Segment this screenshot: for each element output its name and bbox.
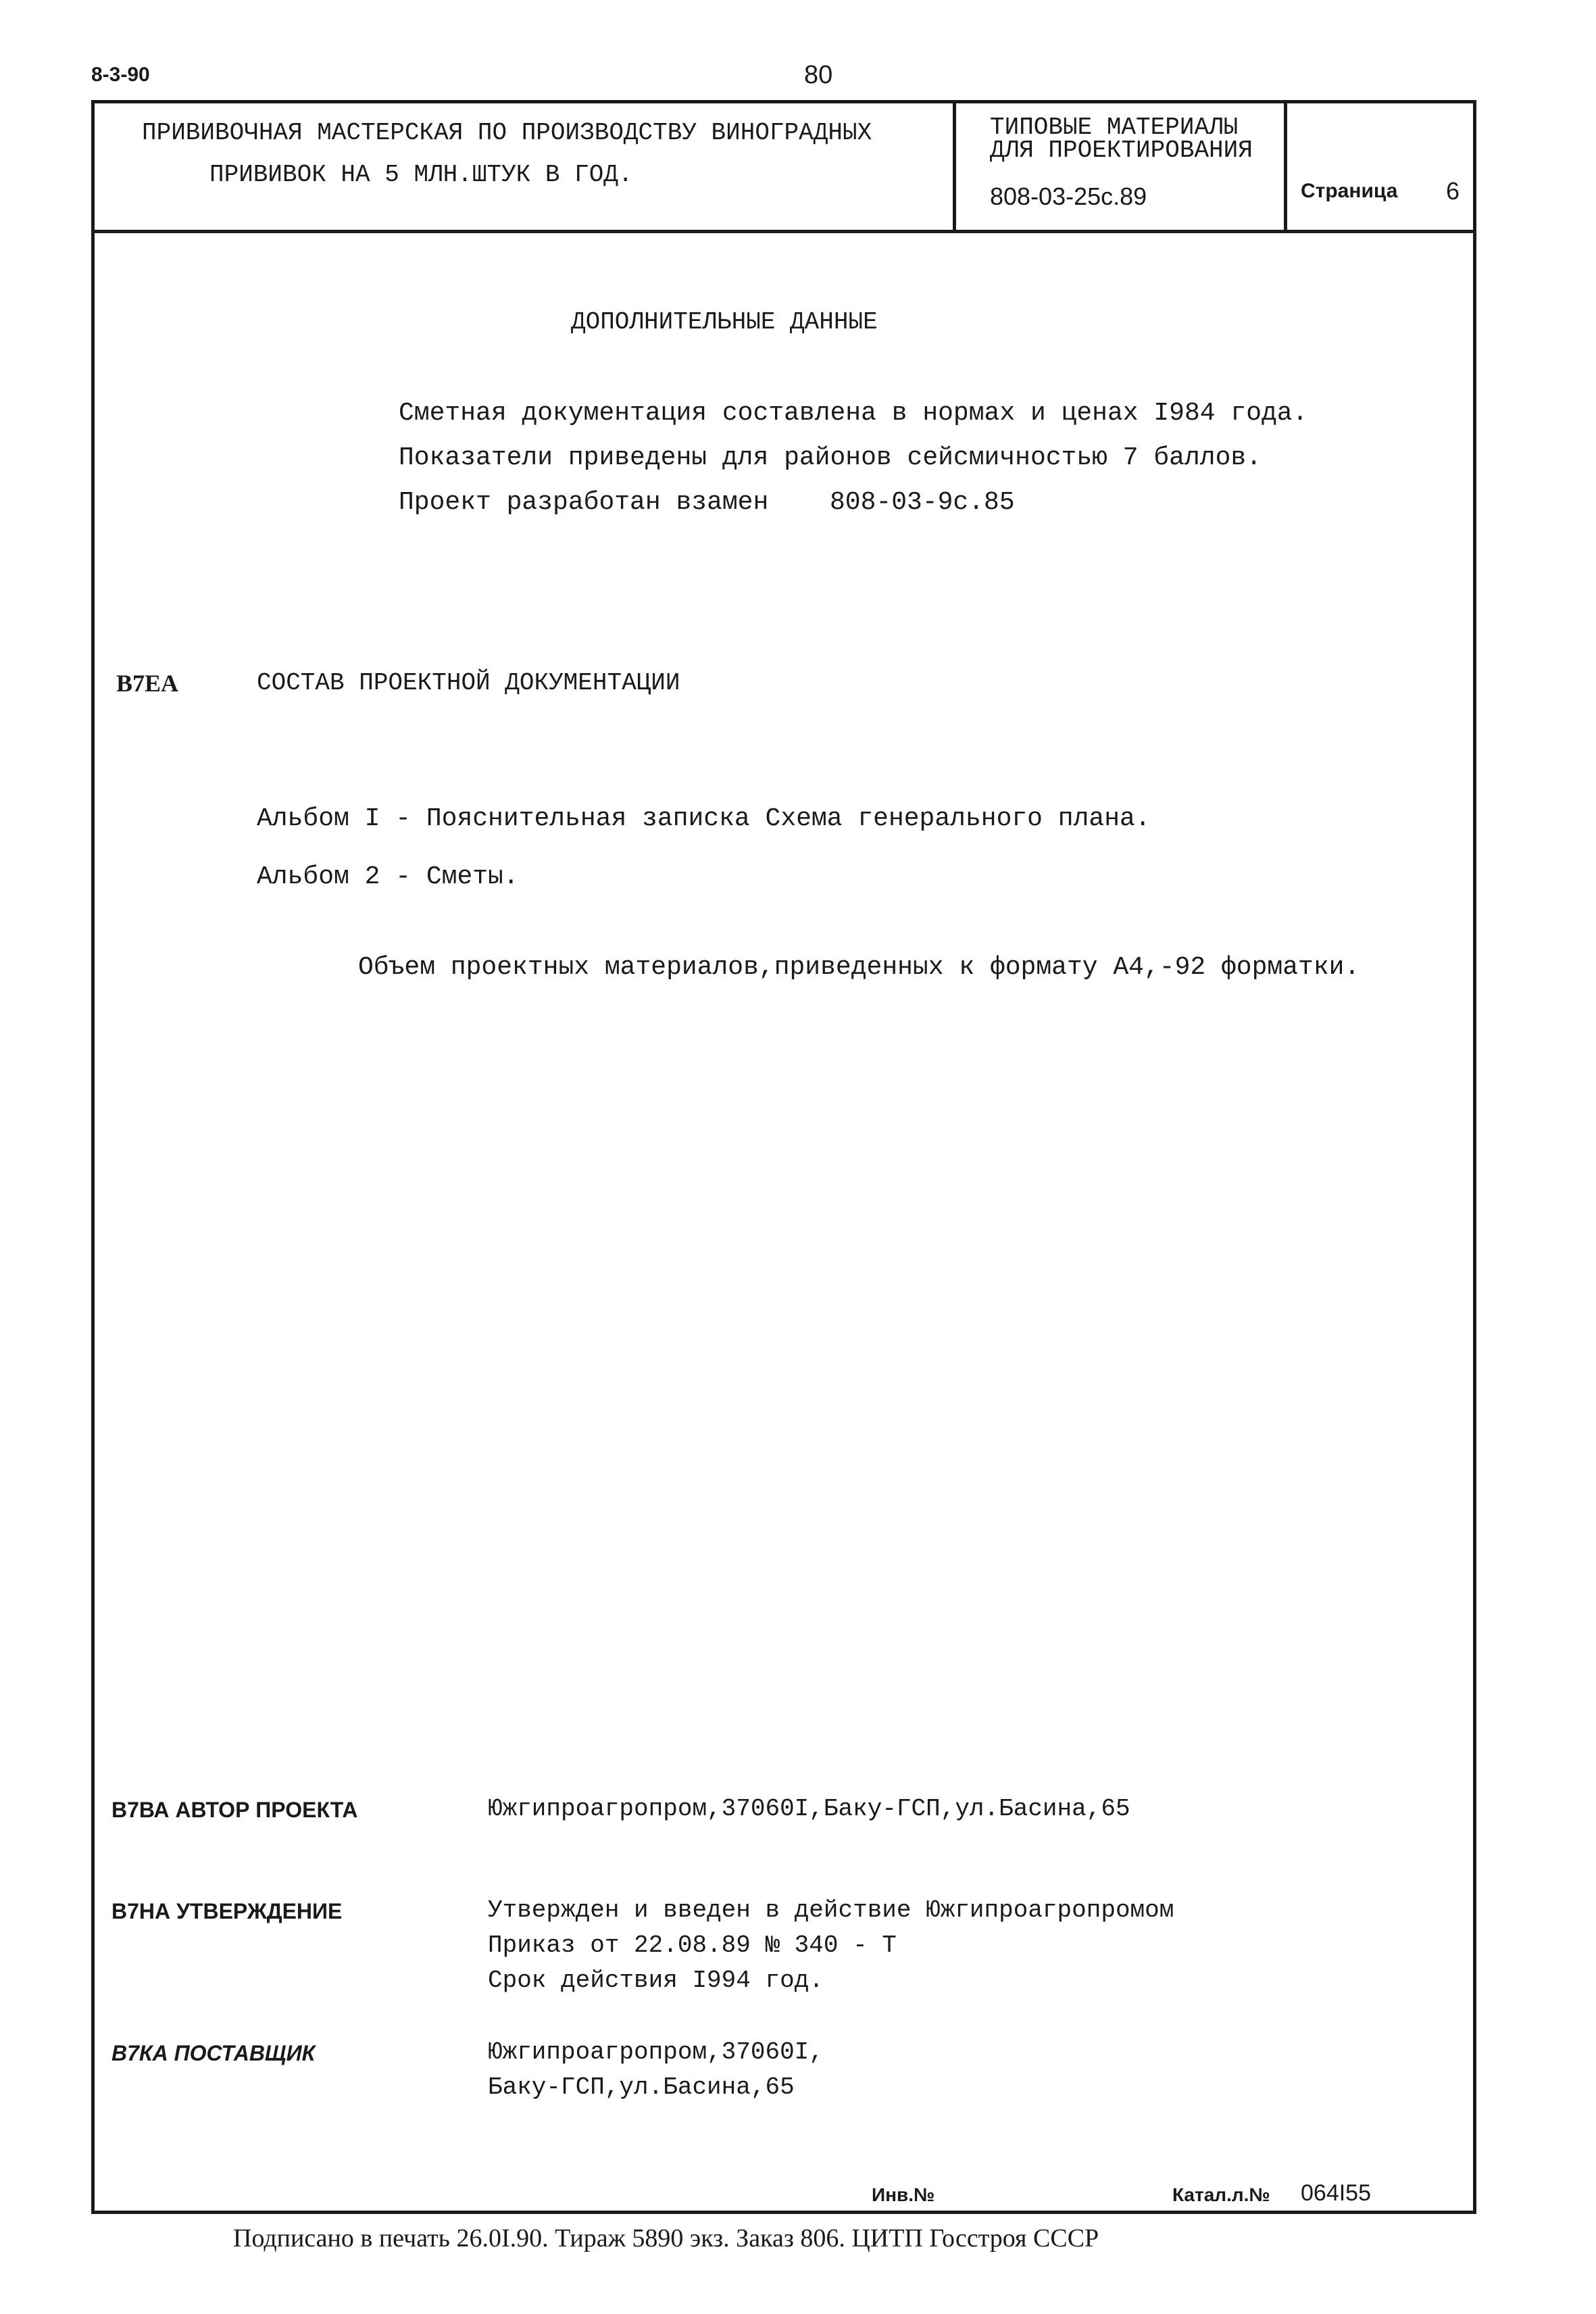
series-title-line2: ДЛЯ ПРОЕКТИРОВАНИЯ bbox=[990, 137, 1253, 164]
header-divider-1 bbox=[953, 100, 956, 232]
doc-code: 8-3-90 bbox=[91, 64, 150, 86]
extra-line-1: Сметная документация составлена в нормах и ценах I984 года. bbox=[399, 399, 1308, 428]
project-title-line1: ПРИВИВОЧНАЯ МАСТЕРСКАЯ ПО ПРОИЗВОДСТВУ ВИНОГРАДНЫХ bbox=[142, 119, 872, 147]
extra-line-3-value: 808-03-9с.85 bbox=[830, 488, 1015, 517]
catalog-value: 064I55 bbox=[1301, 2180, 1371, 2206]
approval-line-3: Срок действия I994 год. bbox=[488, 1967, 824, 1994]
approval-label: В7НА УТВЕРЖДЕНИЕ bbox=[111, 1899, 343, 1923]
page-number: 80 bbox=[804, 61, 833, 89]
supplier-label: В7КА ПОСТАВЩИК bbox=[111, 2041, 316, 2065]
supplier-line-1: Южгипроагропром,37060I, bbox=[488, 2038, 824, 2066]
page-label: Страница bbox=[1301, 180, 1398, 202]
composition-code: В7ЕА bbox=[116, 670, 179, 697]
page-value: 6 bbox=[1446, 177, 1460, 205]
inventory-label: Инв.№ bbox=[872, 2184, 935, 2205]
album-2: Альбом 2 - Сметы. bbox=[257, 862, 519, 891]
composition-heading: СОСТАВ ПРОЕКТНОЙ ДОКУМЕНТАЦИИ bbox=[257, 669, 680, 697]
extra-heading: ДОПОЛНИТЕЛЬНЫЕ ДАННЫЕ bbox=[571, 308, 878, 336]
author-value: Южгипроагропром,37060I,Баку-ГСП,ул.Басина,65 bbox=[488, 1795, 1130, 1823]
approval-line-2: Приказ от 22.08.89 № 340 - Т bbox=[488, 1931, 897, 1959]
author-label: В7ВА АВТОР ПРОЕКТА bbox=[111, 1798, 358, 1822]
series-code: 808-03-25с.89 bbox=[990, 182, 1147, 210]
project-title-line2: ПРИВИВОК НА 5 МЛН.ШТУК В ГОД. bbox=[209, 161, 633, 189]
volume-note: Объем проектных материалов,приведенных к формату А4,-92 форматки. bbox=[358, 953, 1360, 982]
series-title-line1: ТИПОВЫЕ МАТЕРИАЛЫ bbox=[990, 114, 1239, 141]
extra-line-2: Показатели приведены для районов сейсмичностью 7 баллов. bbox=[399, 443, 1262, 472]
album-1: Альбом I - Пояснительная записка Схема генерального плана. bbox=[257, 804, 1151, 833]
header-bottom-rule bbox=[91, 230, 1476, 233]
header-divider-2 bbox=[1284, 100, 1287, 232]
catalog-label: Катал.л.№ bbox=[1172, 2184, 1270, 2205]
extra-line-3-label: Проект разработан взамен bbox=[399, 488, 769, 517]
approval-line-1: Утвержден и введен в действие Южгипроагропромом bbox=[488, 1896, 1174, 1924]
print-info: Подписано в печать 26.0I.90. Тираж 5890 экз. Заказ 806. ЦИТП Госстроя СССР bbox=[233, 2224, 1099, 2253]
supplier-line-2: Баку-ГСП,ул.Басина,65 bbox=[488, 2073, 795, 2101]
